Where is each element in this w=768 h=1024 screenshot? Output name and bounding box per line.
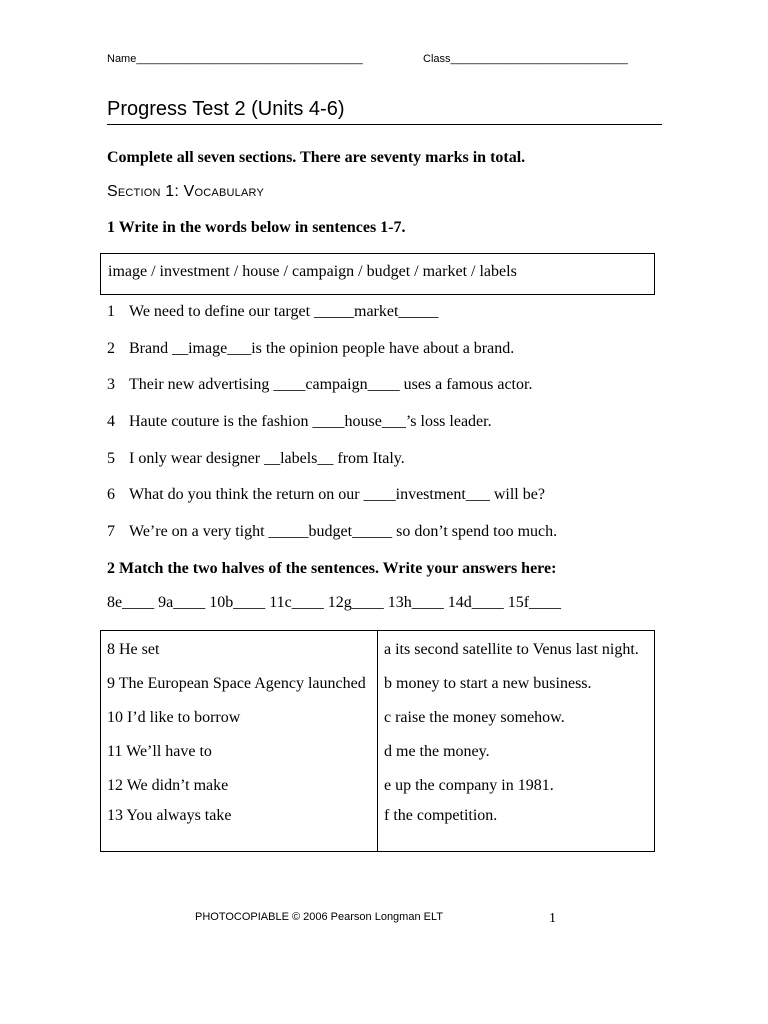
table-row [101, 701, 655, 735]
item-number: 1 [107, 303, 115, 320]
item-text: What do you think the return on our ____investment___ will be? [129, 486, 545, 503]
item-number: 4 [107, 413, 115, 430]
item-text: We need to define our target _____market_____ [129, 303, 439, 320]
item-number: 7 [107, 523, 115, 540]
page-number: 1 [549, 911, 556, 926]
item-number: 3 [107, 376, 115, 393]
page-title: Progress Test 2 (Units 4-6) [107, 98, 345, 120]
word-box-text: image / investment / house / campaign / budget / market / labels [108, 263, 517, 280]
list-item [107, 376, 532, 394]
item-text: Haute couture is the fashion ____house___’s loss leader. [129, 413, 492, 430]
table-row [101, 631, 655, 668]
right-half-cell: d me the money. [378, 735, 655, 769]
left-half-cell: 9 The European Space Agency launched [101, 667, 378, 701]
item-number: 6 [107, 486, 115, 503]
word-box [100, 253, 655, 295]
left-half-cell: 10 I’d like to borrow [101, 701, 378, 735]
right-half-cell: a its second satellite to Venus last night. [378, 631, 655, 668]
section-heading: Section 1: Vocabulary [107, 183, 264, 200]
answer-line: 8e____ 9a____ 10b____ 11c____ 12g____ 13h____ 14d____ 15f____ [107, 594, 562, 611]
list-item [107, 450, 405, 468]
left-half-cell: 11 We’ll have to [101, 735, 378, 769]
list-item [107, 523, 557, 541]
exercise2-prompt: 2 Match the two halves of the sentences. Write your answers here: [107, 560, 557, 577]
exercise1-prompt: 1 Write in the words below in sentences 1-7. [107, 219, 406, 236]
list-item [107, 303, 438, 321]
item-text: I only wear designer __labels__ from Italy. [129, 450, 405, 467]
class-field-label: Class_____________________________ [423, 53, 628, 65]
table-row [101, 769, 655, 803]
item-text: Their new advertising ____campaign____ uses a famous actor. [129, 376, 533, 393]
right-half-cell: f the competition. [378, 803, 655, 852]
left-half-cell: 12 We didn’t make [101, 769, 378, 803]
footer-copyright: PHOTOCOPIABLE © 2006 Pearson Longman ELT [195, 911, 443, 923]
left-half-cell: 13 You always take [101, 803, 378, 852]
table-row [101, 667, 655, 701]
list-item [107, 413, 492, 431]
right-half-cell: e up the company in 1981. [378, 769, 655, 803]
right-half-cell: b money to start a new business. [378, 667, 655, 701]
right-half-cell: c raise the money somehow. [378, 701, 655, 735]
name-field-label: Name_____________________________________ [107, 53, 363, 65]
instructions: Complete all seven sections. There are seventy marks in total. [107, 149, 526, 166]
left-half-cell: 8 He set [101, 631, 378, 668]
table-row [101, 803, 655, 852]
table-row [101, 735, 655, 769]
list-item [107, 340, 514, 358]
matching-table [100, 630, 655, 852]
item-number: 2 [107, 340, 115, 357]
list-item [107, 486, 545, 504]
item-text: Brand __image___is the opinion people have about a brand. [129, 340, 515, 357]
item-number: 5 [107, 450, 115, 467]
title-underline [107, 124, 662, 125]
item-text: We’re on a very tight _____budget_____ so don’t spend too much. [129, 523, 558, 540]
